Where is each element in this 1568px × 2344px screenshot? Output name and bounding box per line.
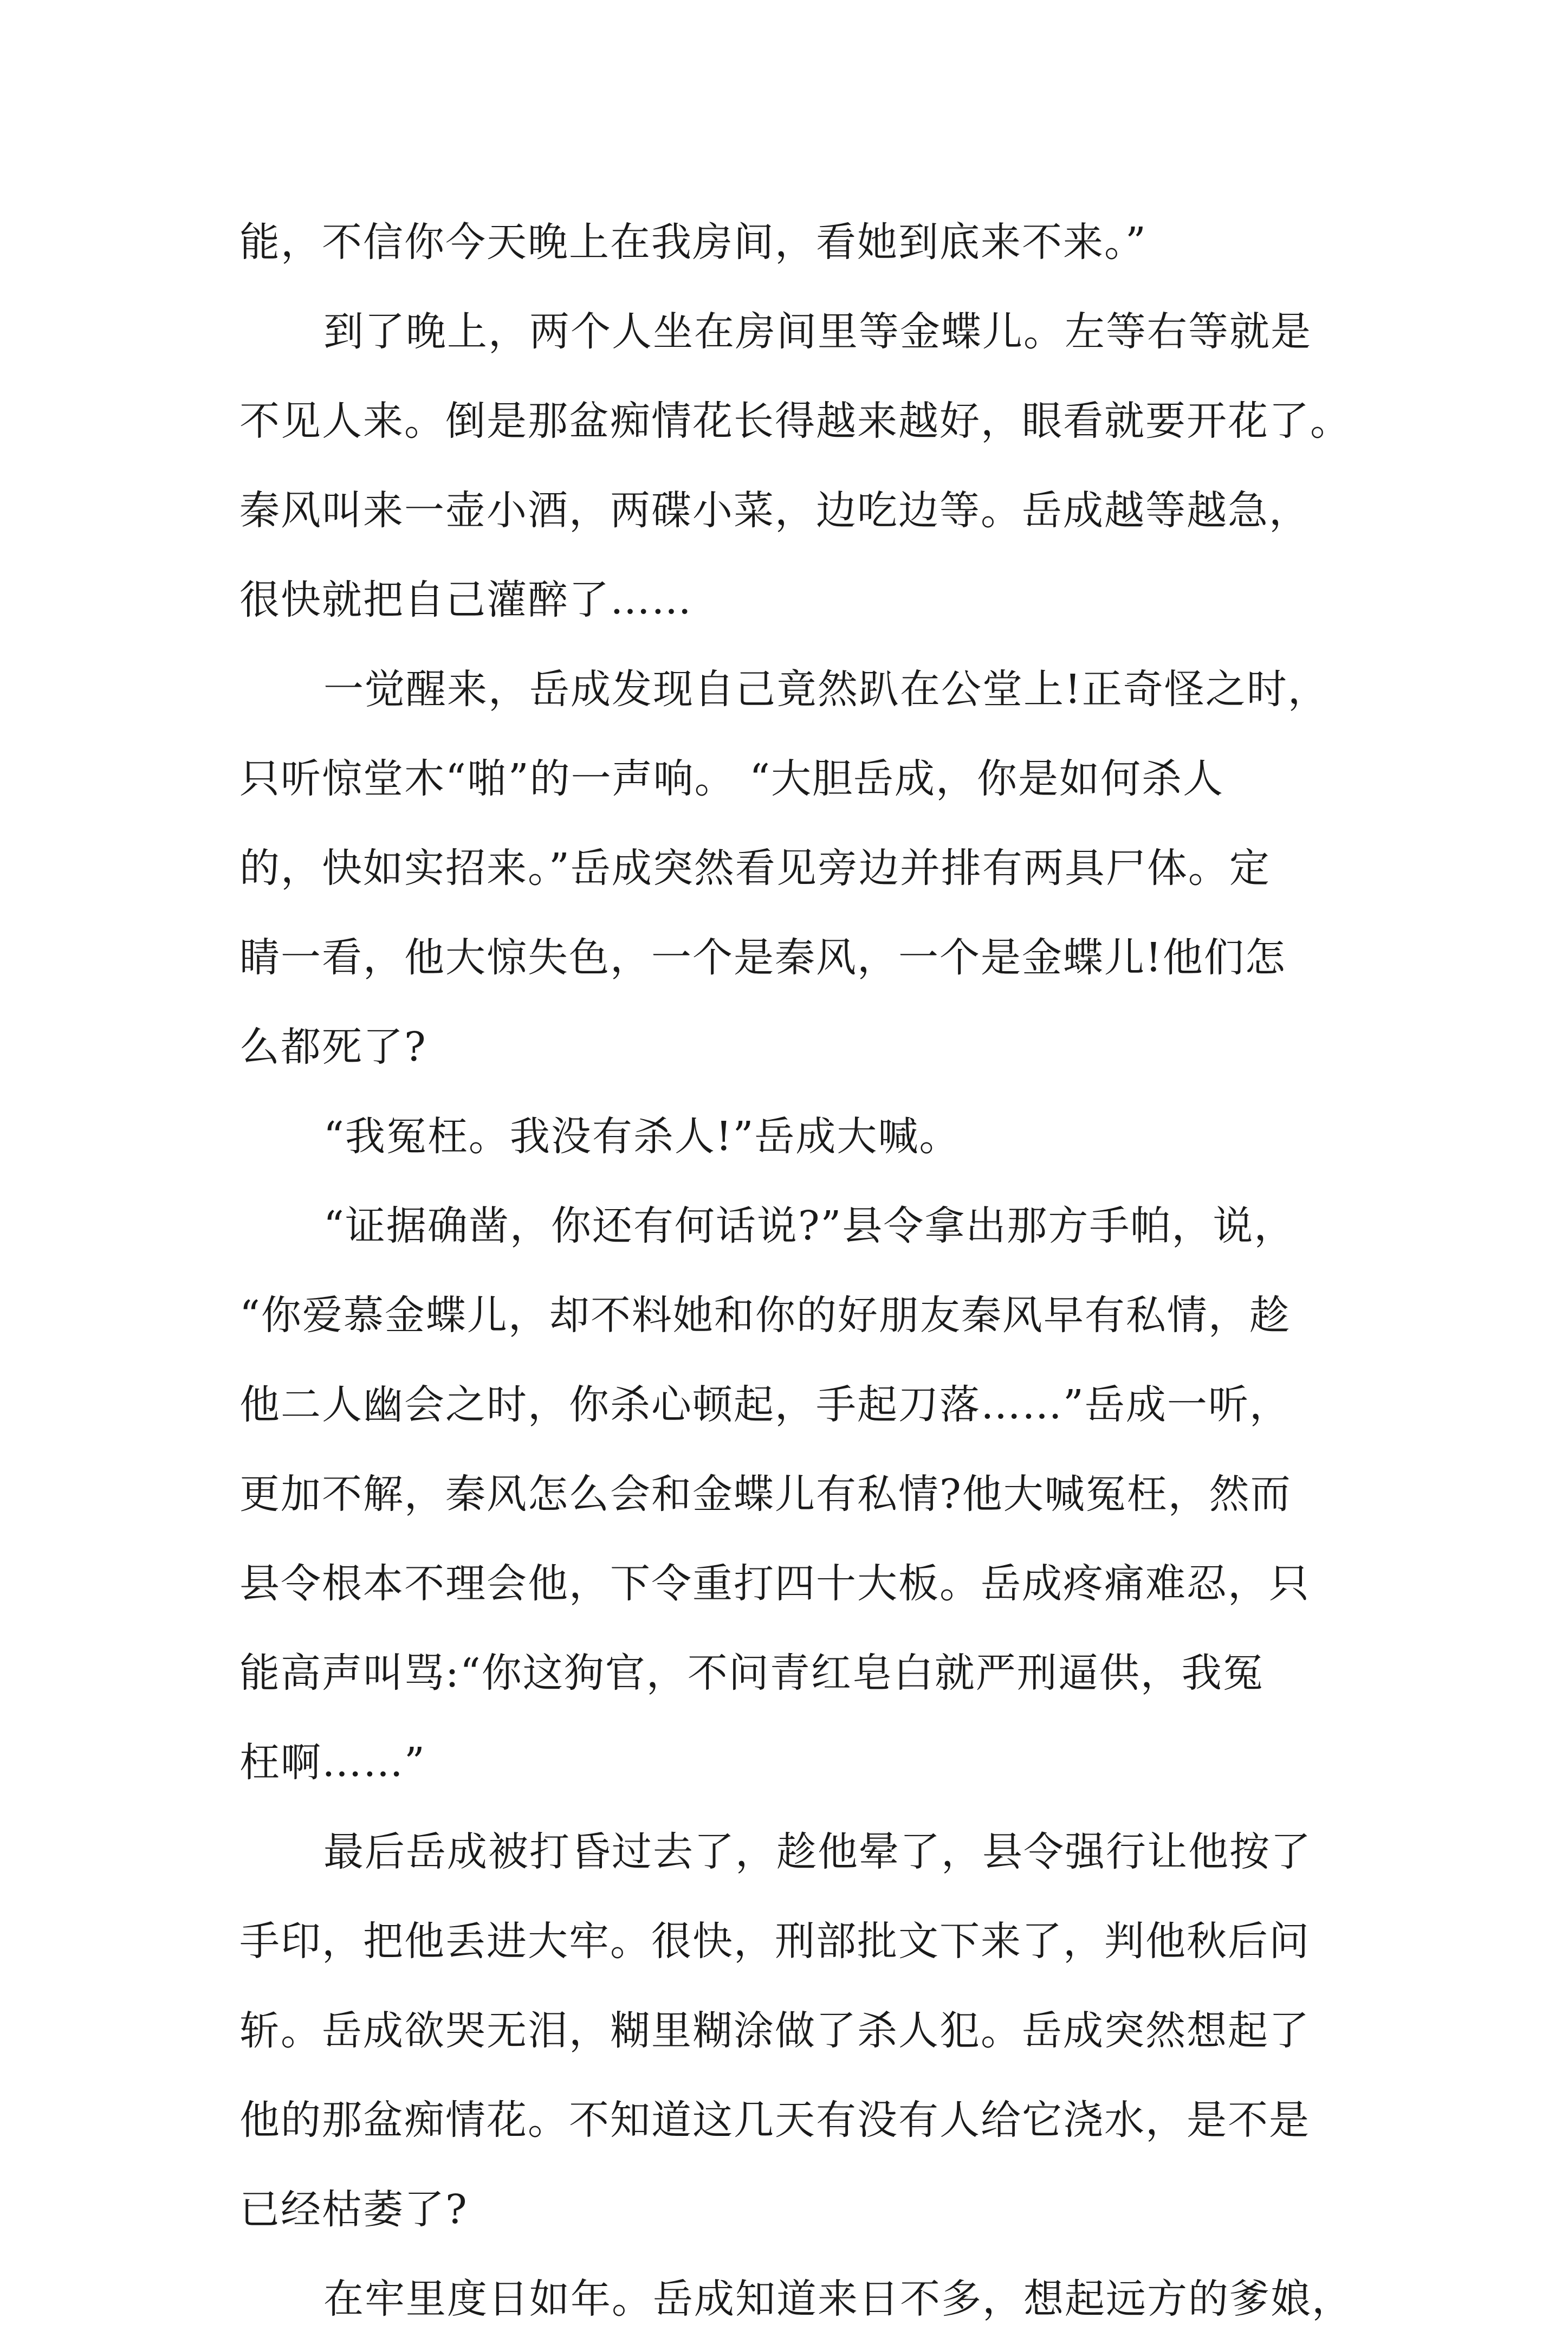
text-line: “你爱慕金蝶儿，却不料她和你的好朋友秦风早有私情，趁 — [239, 1292, 1291, 1339]
text-line: 已经枯萎了? — [239, 2186, 468, 2233]
text-line: 么都死了? — [239, 1024, 427, 1070]
text-line: 在牢里度日如年。岳成知道来日不多，想起远方的爹娘， — [323, 2276, 1353, 2322]
text-line: “我冤枉。我没有杀人!”岳成大喊。 — [323, 1113, 961, 1160]
body-text — [239, 198, 1353, 2344]
text-line: “证据确凿，你还有何话说?”县令拿出那方手帕，说， — [323, 1203, 1295, 1249]
text-line: 能高声叫骂:“你这狗官，不问青红皂白就严刑逼供，我冤 — [239, 1650, 1264, 1696]
text-line: 手印，把他丢进大牢。很快，刑部批文下来了，判他秋后问 — [239, 1918, 1310, 1965]
text-line: 能，不信你今天晚上在我房间，看她到底来不来。” — [239, 219, 1147, 266]
text-line: 很快就把自己灌醉了…… — [239, 577, 692, 623]
text-line: 枉啊……” — [239, 1739, 426, 1786]
text-line: 一觉醒来，岳成发现自己竟然趴在公堂上!正奇怪之时， — [323, 666, 1329, 713]
text-line: 睛一看，他大惊失色，一个是秦风，一个是金蝶儿!他们怎 — [239, 934, 1286, 981]
text-line: 他的那盆痴情花。不知道这几天有没有人给它浇水，是不是 — [239, 2097, 1310, 2143]
text-line: 不见人来。倒是那盆痴情花长得越来越好，眼看就要开花了。 — [239, 398, 1351, 444]
text-line: 斩。岳成欲哭无泪，糊里糊涂做了杀人犯。岳成突然想起了 — [239, 2007, 1310, 2054]
text-line: 更加不解，秦风怎么会和金蝶儿有私情?他大喊冤枉，然而 — [239, 1471, 1292, 1518]
text-line: 县令根本不理会他，下令重打四十大板。岳成疼痛难忍，只 — [239, 1560, 1310, 1607]
text-line: 秦风叫来一壶小酒，两碟小菜，边吃边等。岳成越等越急， — [239, 487, 1310, 534]
text-line: 到了晚上，两个人坐在房间里等金蝶儿。左等右等就是 — [323, 308, 1312, 355]
text-line: 只听惊堂木“啪”的一声响。 “大胆岳成，你是如何杀人 — [239, 755, 1224, 802]
text-line: 的，快如实招来。”岳成突然看见旁边并排有两具尸体。定 — [239, 845, 1271, 892]
text-line: 最后岳成被打昏过去了，趁他晕了，县令强行让他按了 — [323, 1829, 1312, 1875]
text-line: 他二人幽会之时，你杀心顿起，手起刀落……”岳成一听， — [239, 1381, 1291, 1428]
